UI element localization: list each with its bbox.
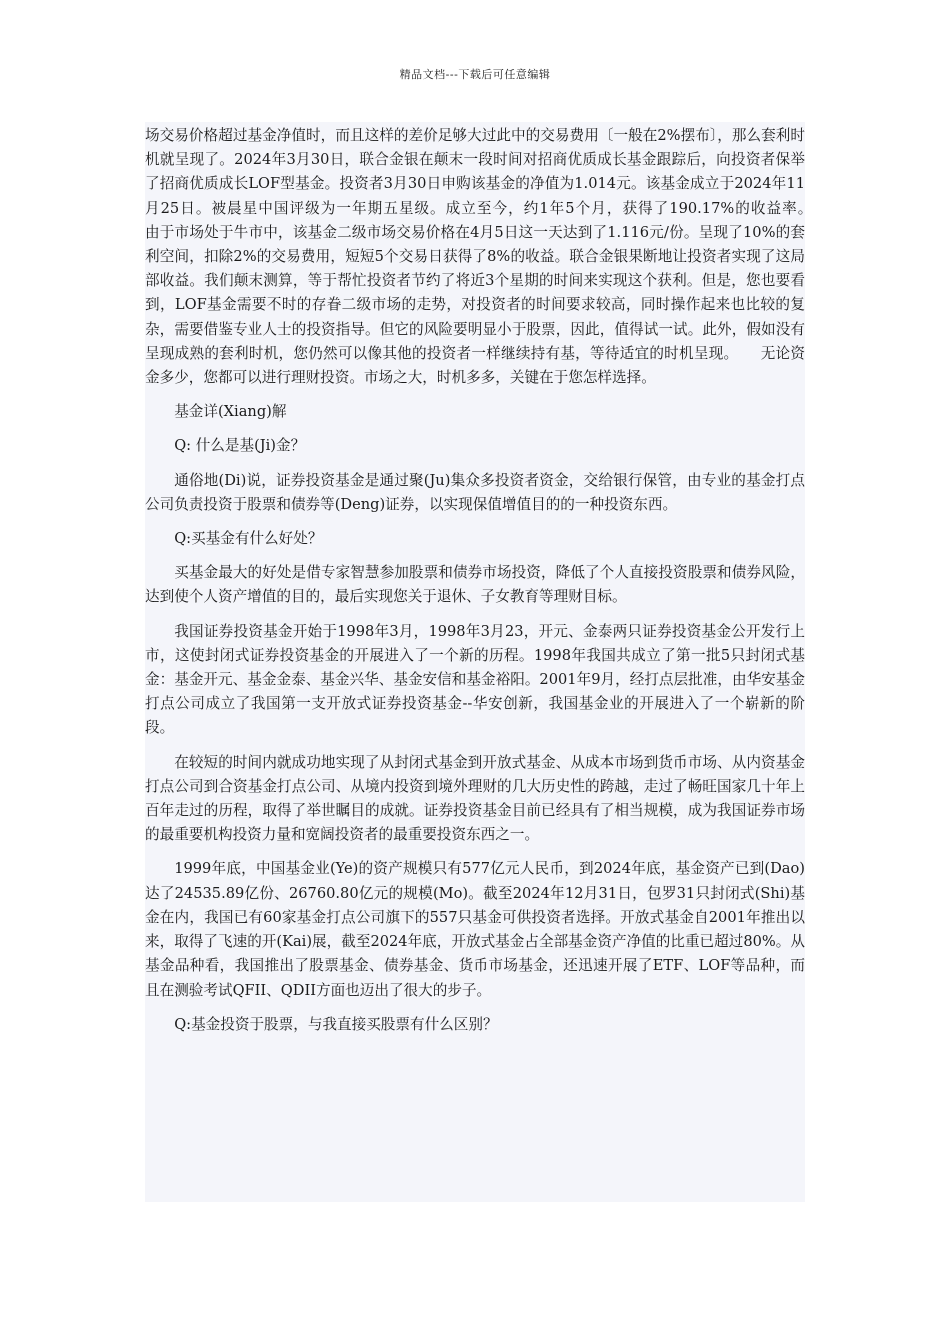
paragraph-arbitrage: 场交易价格超过基金净值时，而且这样的差价足够大过此中的交易费用〔一般在2%摆布〕，那么套利时机就呈现了。2024年3月30日，联合金银在颠末一段时间对招商优质成长基金跟踪后，向投资者保举了招商优质成长LOF型基金。投资者3月30日申购该基金的净值为1.014元。该基金成立于2024年11月25日。被晨星中国评级为一年期五星级。成立至今，约1年5个月，获得了190.17%的收益率。 由于市场处于牛市中，该基金二级市场交易价格在4月5日这一天达到了1.116元/份。呈现了10%的套利空间，扣除2%的交易费用，短短5个交易日获得了8%的收益。联合金银果断地让投资者实现了这局部收益。我们颠末测算，等于帮忙投资者节约了将近3个星期的时间来实现这个获利。但是，您也要看到，LOF基金需要不时的存眷二级市场的走势，对投资者的时间要求较高，同时操作起来也比较的复杂，需要借鉴专业人士的投资指导。但它的风险要明显小于股票，因此，值得试一试。此外，假如没有呈现成熟的套利时机，您仍然可以像其他的投资者一样继续持有基，等待适宜的时机呈现。 无论资金多少，您都可以进行理财投资。市场之大，时机多多，关键在于您怎样选择。	[145, 127, 835, 387]
paragraph-history: 我国证券投资基金开始于1998年3月，1998年3月23，开元、金泰两只证券投资基金公开发行上市，这使封闭式证券投资基金的开展进入了一个新的历程。1998年我国共成立了第一批5只封闭式基金：基金开元、基金金泰、基金兴华、基金安信和基金裕阳。2001年9月，经打点层批准，由华安基金打点公司成立了我国第一支开放式证券投资基金--华安创新，我国基金业的开展进入了一个崭新的阶段。	[145, 622, 805, 737]
paragraph-scale: 1999年底，中国基金业(Ye)的资产规模只有577亿元人民币，到2024年底，基金资产已到(Dao)达了24535.89亿份、26760.80亿元的规模(Mo)。截至2024年12月31日，包罗31只封闭式(Shi)基金在内，我国已有60家基金打点公司旗下的557只基金可供投资者选择。开放式基金自2001年推出以来，取得了飞速的开(Kai)展，截至2024年底，开放式基金占全部基金资产净值的比重已超过80%。从基金品种看，我国推出了股票基金、债券基金、货币市场基金，还迅速开展了ETF、LOF等品种，而且在测验考试QFII、QDII方面也迈出了很大的步子。	[145, 860, 805, 999]
question-benefits: Q:买基金有什么好处？	[174, 530, 323, 548]
answer-what-is-fund: 通俗地(Di)说，证券投资基金是通过聚(Ju)集众多投资者资金，交给银行保管，由专业的基金打点公司负责投资于股票和债券等(Deng)证券，以实现保值增值目的的一种投资东西。	[145, 471, 805, 513]
paragraph-achievements: 在较短的时间内就成功地实现了从封闭式基金到开放式基金、从成本市场到货币市场、从内资基金打点公司到合资基金打点公司、从境内投资到境外理财的几大历史性的跨越，走过了畅旺国家几十年上百年走过的历程，取得了举世瞩目的成就。证券投资基金目前已经具有了相当规模，成为我国证券市场的最重要机构投资力量和宽阔投资者的最重要投资东西之一。	[145, 753, 805, 844]
question-difference: Q:基金投资于股票，与我直接买股票有什么区别？	[174, 1015, 498, 1033]
answer-benefits: 买基金最大的好处是借专家智慧参加股票和债券市场投资，降低了个人直接投资股票和债券风险，达到使个人资产增值的目的，最后实现您关于退休、子女教育等理财目标。	[145, 564, 805, 606]
document-body	[145, 122, 835, 1202]
question-what-is-fund: Q: 什么是基(Ji)金？	[174, 437, 306, 455]
section-heading-fund-explained: 基金详(Xiang)解	[174, 403, 287, 421]
page-header: 精品文档---下载后可任意编辑	[399, 68, 551, 81]
